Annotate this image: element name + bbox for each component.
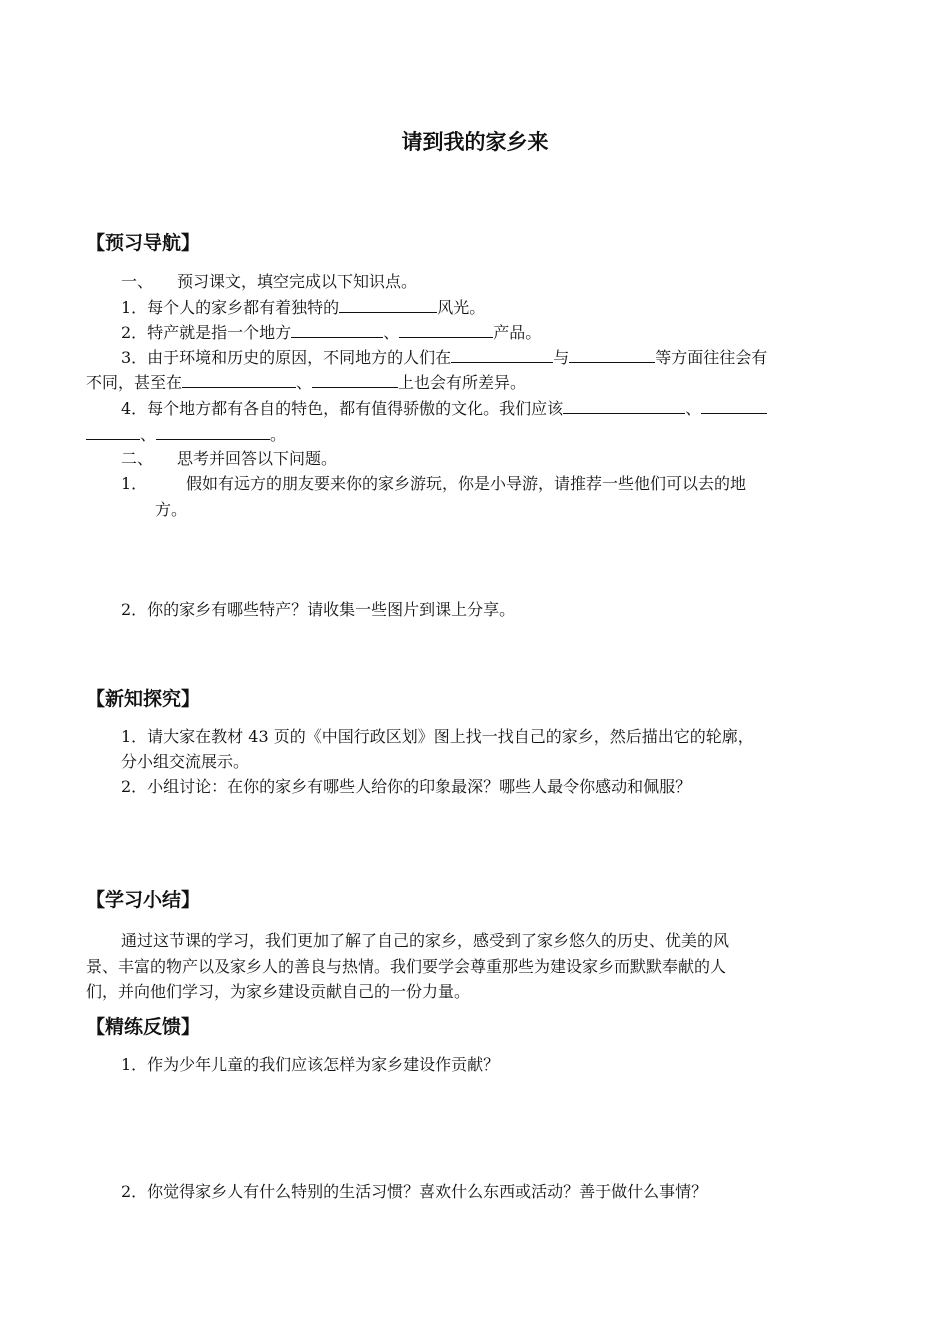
question-3-tail: 等方面往往会有 bbox=[655, 348, 768, 367]
question-3-cont bbox=[86, 373, 526, 391]
question-4-sep: 、 bbox=[685, 399, 702, 418]
question-3-text: 3．由于环境和历史的原因，不同地方的人们在 bbox=[121, 348, 452, 367]
question-2-text: 2．特产就是指一个地方 bbox=[121, 323, 292, 342]
practice-question-1: 1．作为少年儿童的我们应该怎样为家乡建设作贡献？ bbox=[121, 1055, 500, 1074]
section-heading-explore: 【新知探究】 bbox=[86, 688, 201, 710]
think-question-2: 2．你的家乡有哪些特产？请收集一些图片到课上分享。 bbox=[121, 600, 516, 619]
part1-label: 一、 预习课文，填空完成以下知识点。 bbox=[121, 272, 418, 291]
part2-label: 二、 思考并回答以下问题。 bbox=[121, 449, 338, 468]
question-4-text: 4．每个地方都有各自的特色，都有值得骄傲的文化。我们应该 bbox=[121, 399, 564, 418]
page-title: 请到我的家乡来 bbox=[401, 130, 549, 154]
explore-question-1: 1．请大家在教材 43 页的《中国行政区划》图上找一找自己的家乡，然后描出它的轮廓， bbox=[121, 727, 754, 746]
practice-question-2: 2．你觉得家乡人有什么特别的生活习惯？喜欢什么东西或活动？善于做什么事情？ bbox=[121, 1182, 708, 1201]
question-4-end: 。 bbox=[270, 425, 287, 444]
blank-field[interactable] bbox=[312, 373, 398, 388]
question-2-tail: 产品。 bbox=[493, 323, 542, 342]
blank-field[interactable] bbox=[451, 348, 553, 363]
blank-field[interactable] bbox=[86, 425, 140, 440]
question-4 bbox=[121, 399, 767, 417]
blank-field[interactable] bbox=[399, 323, 493, 338]
blank-field[interactable] bbox=[701, 399, 767, 414]
explore-question-2: 2．小组讨论：在你的家乡有哪些人给你的印象最深？哪些人最令你感动和佩服？ bbox=[121, 777, 692, 796]
question-1-text: 1．每个人的家乡都有着独特的 bbox=[121, 298, 340, 317]
section-heading-preview: 【预习导航】 bbox=[86, 232, 201, 254]
section-heading-summary: 【学习小结】 bbox=[86, 889, 201, 911]
think-question-1-cont: 方。 bbox=[155, 500, 188, 519]
explore-question-1-cont: 分小组交流展示。 bbox=[121, 752, 250, 771]
question-1 bbox=[121, 298, 485, 316]
blank-field[interactable] bbox=[563, 399, 685, 414]
blank-field[interactable] bbox=[291, 323, 383, 338]
summary-line-3: 们，并向他们学习，为家乡建设贡献自己的一份力量。 bbox=[86, 982, 471, 1001]
blank-field[interactable] bbox=[339, 298, 437, 313]
question-4-cont bbox=[86, 425, 286, 443]
summary-line-2: 景、丰富的物产以及家乡人的善良与热情。我们要学会尊重那些为建设家乡而默默奉献的人 bbox=[86, 957, 727, 976]
question-3 bbox=[121, 348, 767, 366]
summary-line-1: 通过这节课的学习，我们更加了解了自己的家乡，感受到了家乡悠久的历史、优美的风 bbox=[121, 931, 730, 950]
question-3-sep: 、 bbox=[296, 373, 313, 392]
think-question-1-number: 1． bbox=[121, 474, 148, 493]
question-4-sep2: 、 bbox=[140, 425, 157, 444]
think-question-1: 假如有远方的朋友要来你的家乡游玩，你是小导游，请推荐一些他们可以去的地 bbox=[186, 474, 747, 493]
question-3-cont-text: 不同，甚至在 bbox=[86, 373, 183, 392]
question-2-sep: 、 bbox=[383, 323, 400, 342]
question-3-end: 上也会有所差异。 bbox=[398, 373, 527, 392]
question-1-tail: 风光。 bbox=[437, 298, 486, 317]
section-heading-practice: 【精练反馈】 bbox=[86, 1016, 201, 1038]
blank-field[interactable] bbox=[569, 348, 655, 363]
question-3-mid: 与 bbox=[553, 348, 570, 367]
blank-field[interactable] bbox=[156, 425, 270, 440]
question-2 bbox=[121, 323, 541, 341]
blank-field[interactable] bbox=[182, 373, 296, 388]
